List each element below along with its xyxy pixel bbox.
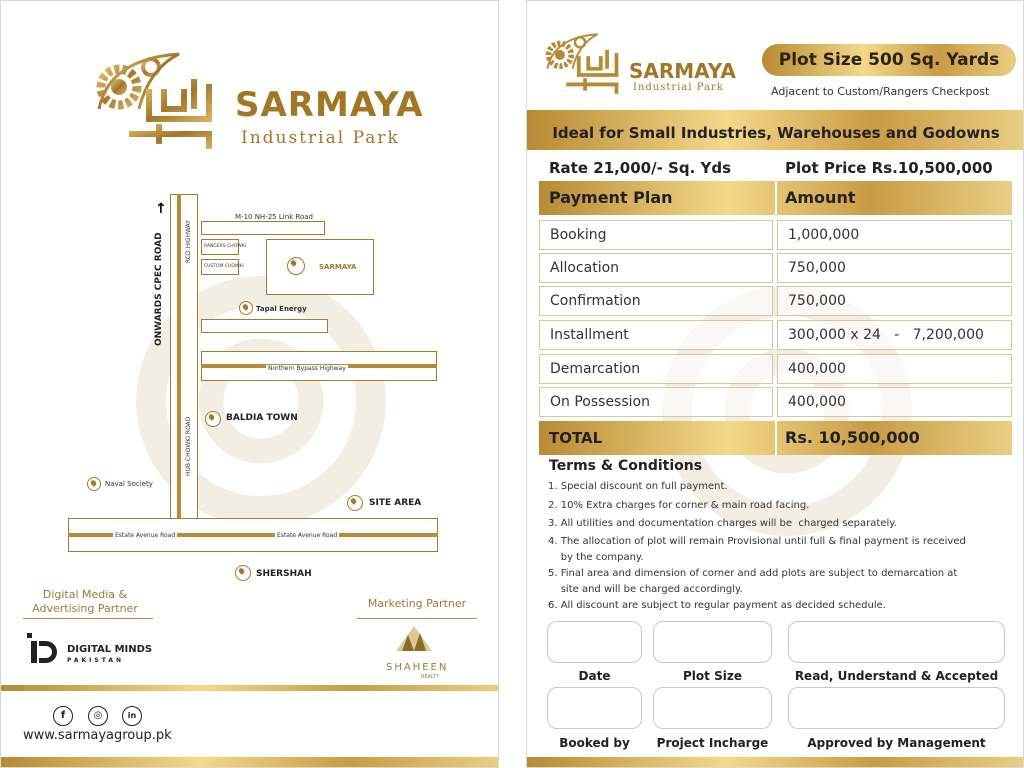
brand-title: SARMAYA — [629, 59, 736, 83]
website-link[interactable]: www.sarmayagroup.pk — [23, 728, 172, 743]
naval-society-pin-icon — [87, 477, 101, 491]
approved-by-management-field[interactable] — [788, 687, 1005, 729]
rate-text: Rate 21,000/- Sq. Yds — [549, 159, 732, 177]
plot-size-field[interactable] — [653, 621, 772, 663]
adjacent-text: Adjacent to Custom/Rangers Checkpost — [771, 85, 990, 98]
booked-by-field[interactable] — [547, 687, 642, 729]
marketing-partner-label: Marketing Partner — [367, 597, 467, 610]
digital-minds-name: DIGITAL MINDS — [67, 644, 153, 655]
site-area-pin-icon — [347, 495, 363, 511]
table-row: Allocation 750,000 — [539, 253, 1012, 283]
payment-plan-header: Payment Plan — [549, 188, 673, 207]
term-item: site and will be charged accordingly. — [548, 584, 743, 595]
term-item: 5. Final area and dimension of corner and add plots are subject to demarcation at — [548, 568, 958, 579]
gold-footer-bar — [1, 757, 499, 768]
term-item: 3. All utilities and documentation charges will be charged separately. — [548, 518, 897, 529]
arrow-up-icon: ↑ — [155, 201, 167, 217]
facebook-icon[interactable]: f — [53, 706, 73, 726]
total-row — [539, 421, 1012, 455]
digital-minds-country: PAKISTAN — [67, 657, 124, 664]
table-row: On Possession 400,000 — [539, 387, 1012, 417]
sarmaya-logo-icon — [541, 31, 626, 97]
gold-divider — [1, 685, 499, 691]
payment-table-header — [539, 181, 1012, 215]
term-item: 2. 10% Extra charges for corner & main road facing. — [548, 500, 810, 511]
table-row: Booking 1,000,000 — [539, 220, 1012, 250]
ideal-banner-text: Ideal for Small Industries, Warehouses and Godowns — [552, 124, 1000, 142]
digital-partner-label-line1: Digital Media & — [42, 588, 128, 601]
project-incharge-field[interactable] — [653, 687, 772, 729]
link-road-label: M-10 NH-25 Link Road — [235, 213, 313, 221]
table-row: Demarcation 400,000 — [539, 354, 1012, 384]
brand-title: SARMAYA — [235, 85, 424, 125]
total-amount: Rs. 10,500,000 — [785, 428, 920, 447]
shershah-pin-icon — [235, 565, 251, 581]
date-field[interactable] — [547, 621, 642, 663]
rcd-highway-road — [170, 194, 198, 519]
terms-title: Terms & Conditions — [549, 458, 703, 474]
hub-chowki-road-label: HUB CHOWKI ROAD — [185, 416, 192, 476]
read-understand-accepted-field[interactable] — [788, 621, 1005, 663]
northern-bypass-label: Northern Bypass Highway — [268, 365, 346, 372]
linkedin-icon[interactable]: in — [122, 706, 142, 726]
plot-size-title: Plot Size 500 Sq. Yards — [778, 50, 1000, 70]
link-road — [201, 221, 325, 235]
small-road — [201, 319, 328, 333]
gold-footer-bar — [527, 757, 1024, 768]
total-label: TOTAL — [549, 429, 603, 447]
term-item: 4. The allocation of plot will remain Provisional until full & final payment is received — [548, 536, 966, 547]
digital-minds-logo-icon — [27, 633, 61, 667]
shaheen-name: SHAHEEN — [386, 662, 449, 673]
site-location-pin-icon — [287, 257, 305, 275]
baldia-town-pin-icon — [205, 411, 221, 427]
instagram-icon[interactable]: ◎ — [88, 706, 108, 726]
term-item: 1. Special discount on full payment. — [548, 481, 728, 492]
ideal-banner — [527, 116, 1024, 150]
shaheen-realty-logo-icon — [394, 621, 434, 661]
shaheen-sub: REALTY — [421, 674, 440, 680]
brand-subtitle: Industrial Park — [241, 128, 400, 148]
table-row: Installment 300,000 x 24 - 7,200,000 — [539, 320, 1012, 350]
amount-header: Amount — [785, 188, 856, 207]
tapal-energy-pin-icon — [239, 301, 253, 315]
sarmaya-logo-icon — [89, 49, 224, 154]
right-flyer-panel: SARMAYA Industrial Park Plot Size 500 Sq. Yards Adjacent to Custom/Rangers Checkpost Ideal for Small Industries, Warehouses and Godowns Rate 21,000/- Sq. Yds Plot Price Rs.10,500,000 Payment Plan Amount Booking 1,000,000 Allocation 750,000 Confirmation 750,000 Installment 300,000 x 24 - 7,200,000 Demarcation 400,000 On Possession 400,000 TOTAL Rs. 10,500,000 Terms & Conditions 1. Special discount on full payment. 2. 10% Extra charges for corner & main road facing. 3. All utilities and documentation charges will be charged separately. 4. The allocation of plot will remain Provisional until full & final payment is received by the company. 5. Final area and dimension of corner and add plots are subject to demarcation at site and will be charged accordingly. 6. All discount are subject to regular payment as decided schedule. Date Plot Size Read, Understand & Accepted Booked by Project Incharge Approved by Management — [526, 0, 1024, 768]
plot-size-badge — [762, 44, 1016, 76]
onwards-cpec-label: ONWARDS CPEC ROAD — [154, 232, 164, 346]
plot-price-text: Plot Price Rs.10,500,000 — [785, 159, 993, 177]
left-flyer-panel: SARMAYA Industrial Park ↑ ONWARDS CPEC ROAD RCD HIGHWAY HUB CHOWKI ROAD M-10 NH-25 Link Road RANGERS CHOWKI CUSTOM CHOWKI SARMAYA Tapal Energy Northern Bypass Highway BALDIA TOWN Naval Society SITE AREA Estate Avenue Road Estate Avenue Road SHERSHAH Digital Media & Advertising Partner DIGITAL MINDS PAKISTAN Marketing Partner SHAHEEN REALTY f ◎ in www.sarmayagroup.pk — [0, 0, 499, 768]
rcd-highway-label: RCD HIGHWAY — [185, 220, 192, 263]
term-item: by the company. — [548, 552, 644, 563]
brand-subtitle: Industrial Park — [633, 82, 724, 93]
table-row: Confirmation 750,000 — [539, 286, 1012, 316]
digital-partner-label-line2: Advertising Partner — [32, 602, 138, 615]
term-item: 6. All discount are subject to regular payment as decided schedule. — [548, 600, 886, 611]
